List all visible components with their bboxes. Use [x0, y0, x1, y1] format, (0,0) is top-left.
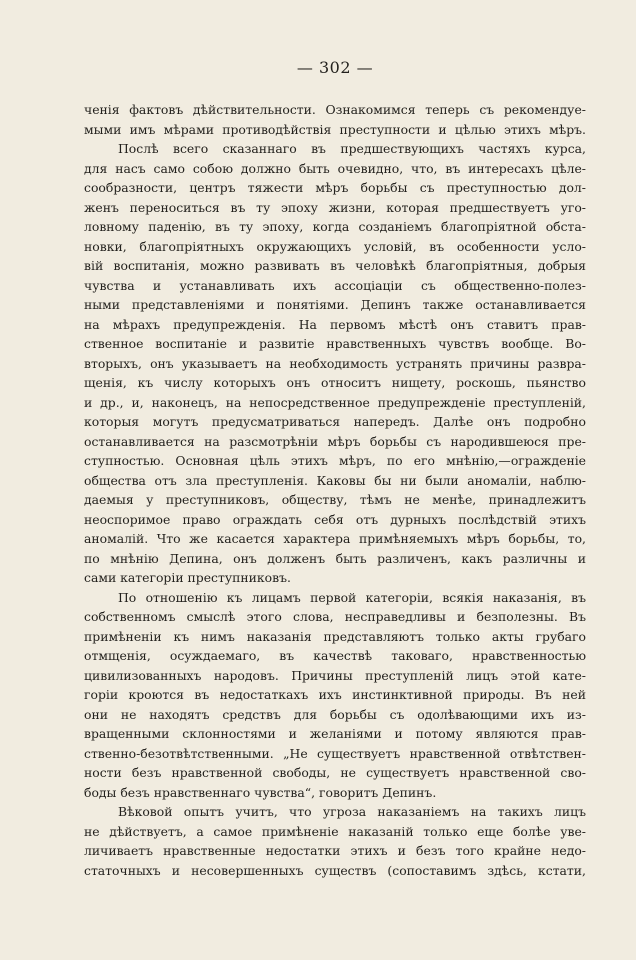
text-line: общества отъ зла преступленія. Каковы бы ни были аномаліи, наблю- — [84, 472, 586, 488]
text-line: ными представленіями и понятіями. Депинъ также останавливается — [84, 297, 586, 312]
text-line: они не находятъ средствъ для борьбы съ одолѣвающими ихъ из- — [84, 706, 586, 722]
text-line: ственное воспитаніе и развитіе нравственныхъ чувствъ вообще. Во- — [84, 336, 586, 351]
text-line: по мнѣнію Депина, онъ долженъ быть различенъ, какъ различны и — [84, 550, 586, 566]
text-line: собственномъ смыслѣ этого слова, несправедливы и безполезны. Въ — [84, 609, 586, 624]
text-line: останавливается на разсмотрѣніи мѣръ борьбы съ народившеюся пре- — [84, 433, 586, 449]
text-line: не дѣйствуетъ, а самое примѣненіе наказаній только еще болѣе уве- — [84, 823, 586, 839]
text-line: По отношенію къ лицамъ первой категоріи, всякія наказанія, въ — [118, 589, 586, 605]
text-line: щенія, къ числу которыхъ онъ относитъ нищету, роскошь, пьянство — [84, 375, 586, 390]
text-line: горіи кроются въ недостаткахъ ихъ инстинктивной природы. Въ ней — [84, 687, 586, 702]
text-line: вій воспитанія, можно развивать въ человѣкѣ благопріятныя, добрыя — [84, 258, 586, 273]
text-line: вращенными склонностями и желаніями и потому являются прав- — [84, 726, 586, 741]
text-line: аномалій. Что же касается характера примѣняемыхъ мѣръ борьбы, то, — [84, 531, 586, 546]
text-line: ственно-безотвѣтственными. „Не существуетъ нравственной отвѣтствен- — [84, 745, 586, 761]
text-line: примѣненіи къ нимъ наказанія представляютъ только акты грубаго — [84, 628, 586, 644]
text-line: чувства и устанавливать ихъ ассоціаціи съ общественно-полез- — [84, 277, 586, 293]
text-line: личиваетъ нравственные недостатки этихъ и безъ того крайне недо- — [84, 843, 586, 858]
text-line: ступностью. Основная цѣль этихъ мѣръ, по его мнѣнію,—огражденіе — [84, 453, 586, 468]
text-line: сообразности, центръ тяжести мѣръ борьбы съ преступностью дол- — [84, 180, 586, 195]
body-text — [84, 100, 586, 880]
text-line: отмщенія, осуждаемаго, въ качествѣ таковаго, нравственностью — [84, 648, 586, 663]
text-line: ловному паденію, въ ту эпоху, когда созданіемъ благопріятной обста- — [84, 219, 586, 234]
paragraph — [84, 139, 586, 588]
text-line: боды безъ нравственнаго чувства“, говоритъ Депинъ. — [84, 784, 437, 800]
text-line: мыми имъ мѣрами противодѣйствія преступности и цѣлью этихъ мѣръ. — [84, 121, 586, 137]
text-line: на мѣрахъ предупрежденія. На первомъ мѣстѣ онъ ставитъ прав- — [84, 316, 586, 332]
text-line: ченія фактовъ дѣйствительности. Ознакомимся теперь съ рекомендуе- — [84, 102, 586, 117]
text-line: сами категоріи преступниковъ. — [84, 570, 291, 585]
text-line: Вѣковой опытъ учитъ, что угроза наказаніемъ на такихъ лицъ — [118, 804, 586, 819]
text-line: цивилизованныхъ народовъ. Причины преступленій лицъ этой кате- — [84, 667, 586, 683]
text-line: ности безъ нравственной свободы, не существуетъ нравственной сво- — [84, 765, 586, 780]
page-number: — 302 — — [296, 58, 374, 77]
paragraph — [84, 588, 586, 803]
paragraph — [84, 802, 586, 880]
text-line: неоспоримое право ограждать себя отъ дурныхъ послѣдствій этихъ — [84, 511, 586, 527]
text-line: вторыхъ, онъ указываетъ на необходимость устранять причины развра- — [84, 355, 586, 371]
paragraph — [84, 100, 586, 139]
text-line: которыя могутъ предусматриваться напередъ. Далѣе онъ подробно — [84, 414, 586, 429]
text-line: статочныхъ и несовершенныхъ существъ (сопоставимъ здѣсь, кстати, — [84, 862, 586, 878]
text-line: новки, благопріятныхъ окружающихъ условій, въ особенности усло- — [84, 238, 586, 254]
text-line: даемыя у преступниковъ, обществу, тѣмъ не менѣе, принадлежитъ — [84, 492, 586, 507]
text-line: женъ переноситься въ ту эпоху жизни, которая предшествуетъ уго- — [84, 199, 586, 215]
text-line: и др., и, наконецъ, на непосредственное предупрежденіе преступленій, — [84, 394, 586, 410]
text-line: Послѣ всего сказаннаго въ предшествующихъ частяхъ курса, — [118, 141, 586, 156]
text-line: для насъ само собою должно быть очевидно, что, въ интересахъ цѣле- — [84, 160, 586, 176]
